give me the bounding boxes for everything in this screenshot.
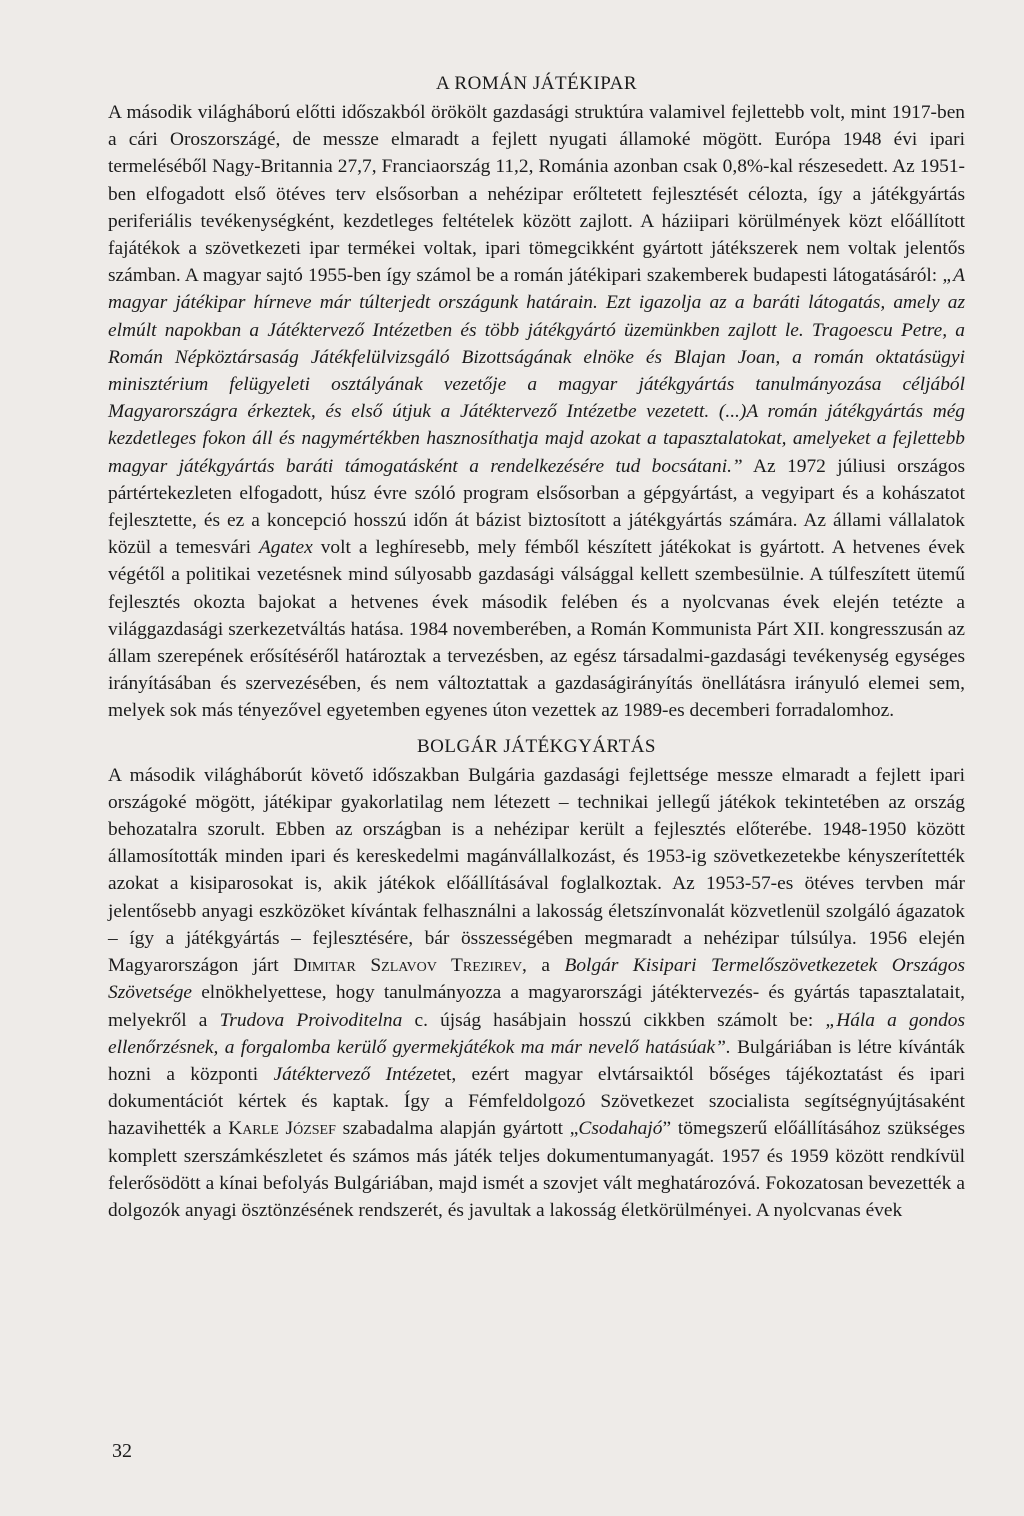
- text-run: szabadalma alapján gyártott „: [335, 1118, 579, 1140]
- text-run: , a: [522, 955, 565, 977]
- text-run: elnökhelyettese, hogy tanulmányozza a magyarországi játéktervezés- és gyártás tapasztalatait, melyekről a: [108, 982, 965, 1031]
- newspaper-quote: „Hála a gondos ellenőrzésnek, a forgalomba kerülő gyermekjátékok ma már nevelő hatásúak”.: [108, 1009, 966, 1058]
- newspaper-name: Trudova Proivoditelna: [219, 1009, 403, 1031]
- paragraph-bulgarian-toy-production: [108, 762, 965, 1224]
- organization-name: Bolgár Kisipari Termelőszövetkezetek Országos Szövetsége: [108, 955, 965, 1004]
- page-number: 32: [112, 1440, 132, 1462]
- text-run: c. újság hasábjain hosszú cikkben számolt be:: [402, 1009, 826, 1031]
- press-quote: „A magyar játékipar hírneve már túlterjedt országunk határain. Ezt igazolja az a baráti látogatás, amely az elmúlt napokban a Játéktervező Intézetben és több játékgyártó üzemünkben zajlott le. Tragoescu Petre, a Román Népköztársaság Játékfelülvizsgáló Bizottságának elnöke és Blajan Joan, a román oktatásügyi minisztérium felügyeleti osztályának vezetője a magyar játékgyártás tanulmányozása céljából Magyarországra érkeztek, és első útjuk a Játéktervező Intézetbe vezetett. (...)A román játékgyártás még kezdetleges fokon áll és nagymértékben hasznosíthatja majd azokat a tapasztalatokat, amelyeket a fejlettebb magyar játékgyártás baráti támogatásként a rendelkezésére tud bocsátani.”: [108, 265, 965, 477]
- text-run: et, ezért magyar elvtársaiktól bőséges tájékoztatást és ipari dokumentációt kértek és kaptak. Így a Fémfeldolgozó Szövetkezet szocialista segítségnyújtásaként hazavihették a: [108, 1063, 965, 1140]
- text-run: Bulgáriában is létre kívánták hozni a központi: [108, 1036, 965, 1085]
- text-run: A második világháború előtti időszakból örökölt gazdasági struktúra valamivel fejlettebb volt, mint 1917-ben a cári Oroszországé, de messze elmaradt a fejlett nyugati államoké mögött. Európa 1948 évi ipari termeléséből Nagy-Britannia 27,7, Franciaország 11,2, Románia azonban csak 0,8%-kal részesedett. Az 1951-ben elfogadott első ötéves terv elsősorban a nehézipar erőltetett fejlesztését célozta, így a játékgyártás periferiális tevékenységként, kezdetleges feltételek között zajlott. A háziipari körülmények közt előállított fajátékok a szövetkezeti ipar termékei voltak, ipari tömegcikként gyártott játékszerek nem voltak jelentős számban. A magyar sajtó 1955-ben így számol be a román játékipari szakemberek budapesti látogatásáról:: [108, 102, 965, 287]
- text-run: ” tömegszerű előállításához szükséges komplett szerszámkészletet és számos más játék teljes dokumentumanyagát. 1957 és 1959 között rendkívül felerősödött a kínai befolyás Bulgáriában, majd ismét a szovjet vált meghatározóvá. Fokozatosan bevezették a dolgozók anyagi ösztönzésének rendszerét, és javultak a lakosság életkörülményei. A nyolcvanas évek: [108, 1118, 965, 1221]
- person-name: Karle József: [228, 1118, 336, 1140]
- section-title-roman-toy-industry: A ROMÁN JÁTÉKIPAR: [436, 73, 637, 94]
- paragraph-roman-toy-industry: [108, 99, 965, 725]
- text-run: Az 1972 júliusi országos pártértekezleten elfogadott, húsz évre szóló program elsősorban a gépgyártást, a vegyipart és a kohászatot fejlesztette, és ez a koncepció hosszú időn át bázist biztosított a játékgyártás számára. Az állami vállalatok közül a temesvári: [108, 455, 965, 559]
- text-run: volt a leghíresebb, mely fémből készített játékokat is gyártott. A hetvenes évek végétől a politikai vezetésnek mind súlyosabb gazdasági válsággal kellett szembesülnie. A túlfeszített ütemű fejlesztés okozta bajokat a hetvenes évek második felében és a nyolcvanas évek elején tetézte a világgazdasági szerkezetváltás hatása. 1984 novemberében, a Román Kommunista Párt XII. kongresszusán az állam szerepének erősítéséről határoztak a tervezésben, az egész társadalmi-gazdasági tevékenység egységes irányításában és szervezésében, és nem változtattak a gazdaságirányítás önellátásra irányuló elemei sem, melyek sok más tényezővel egyetemben egyenes úton vezettek az 1989-es decemberi forradalomhoz.: [108, 537, 965, 722]
- person-name: Dimitar Szlavov Trezirev: [293, 955, 523, 977]
- product-name: Csodahajó: [578, 1118, 663, 1140]
- text-run: A második világháborút követő időszakban Bulgária gazdasági fejlettsége messze elmaradt a fejlett ipari országoké mögött, játékipar gyakorlatilag nem létezett – technikai jellegű játékok tekintetében az ország behozatalra szorult. Ebben az országban is a nehézipar került a fejlesztés előterébe. 1948-1950 között államosították minden ipari és kereskedelmi magánvállalkozást, és 1953-ig szövetkezetekbe kényszerítették azokat a kisiparosokat is, akik játékok előállításával foglalkoztak. Az 1953-57-es ötéves tervben már jelentősebb anyagi eszközöket kívántak felhasználni a lakosság életszínvonalát közvetlenül szolgáló ágazatok – így a játékgyártás – fejlesztésére, bár összességében megmaradt a nehézipar túlsúlya. 1956 elején Magyarországon járt: [108, 764, 965, 977]
- section-title-bulgarian-toy-production: BOLGÁR JÁTÉKGYÁRTÁS: [416, 735, 656, 757]
- institute-name: Játéktervező Intézet: [273, 1063, 438, 1085]
- company-name-agatex: Agatex: [258, 537, 313, 559]
- text-column: [108, 68, 965, 1224]
